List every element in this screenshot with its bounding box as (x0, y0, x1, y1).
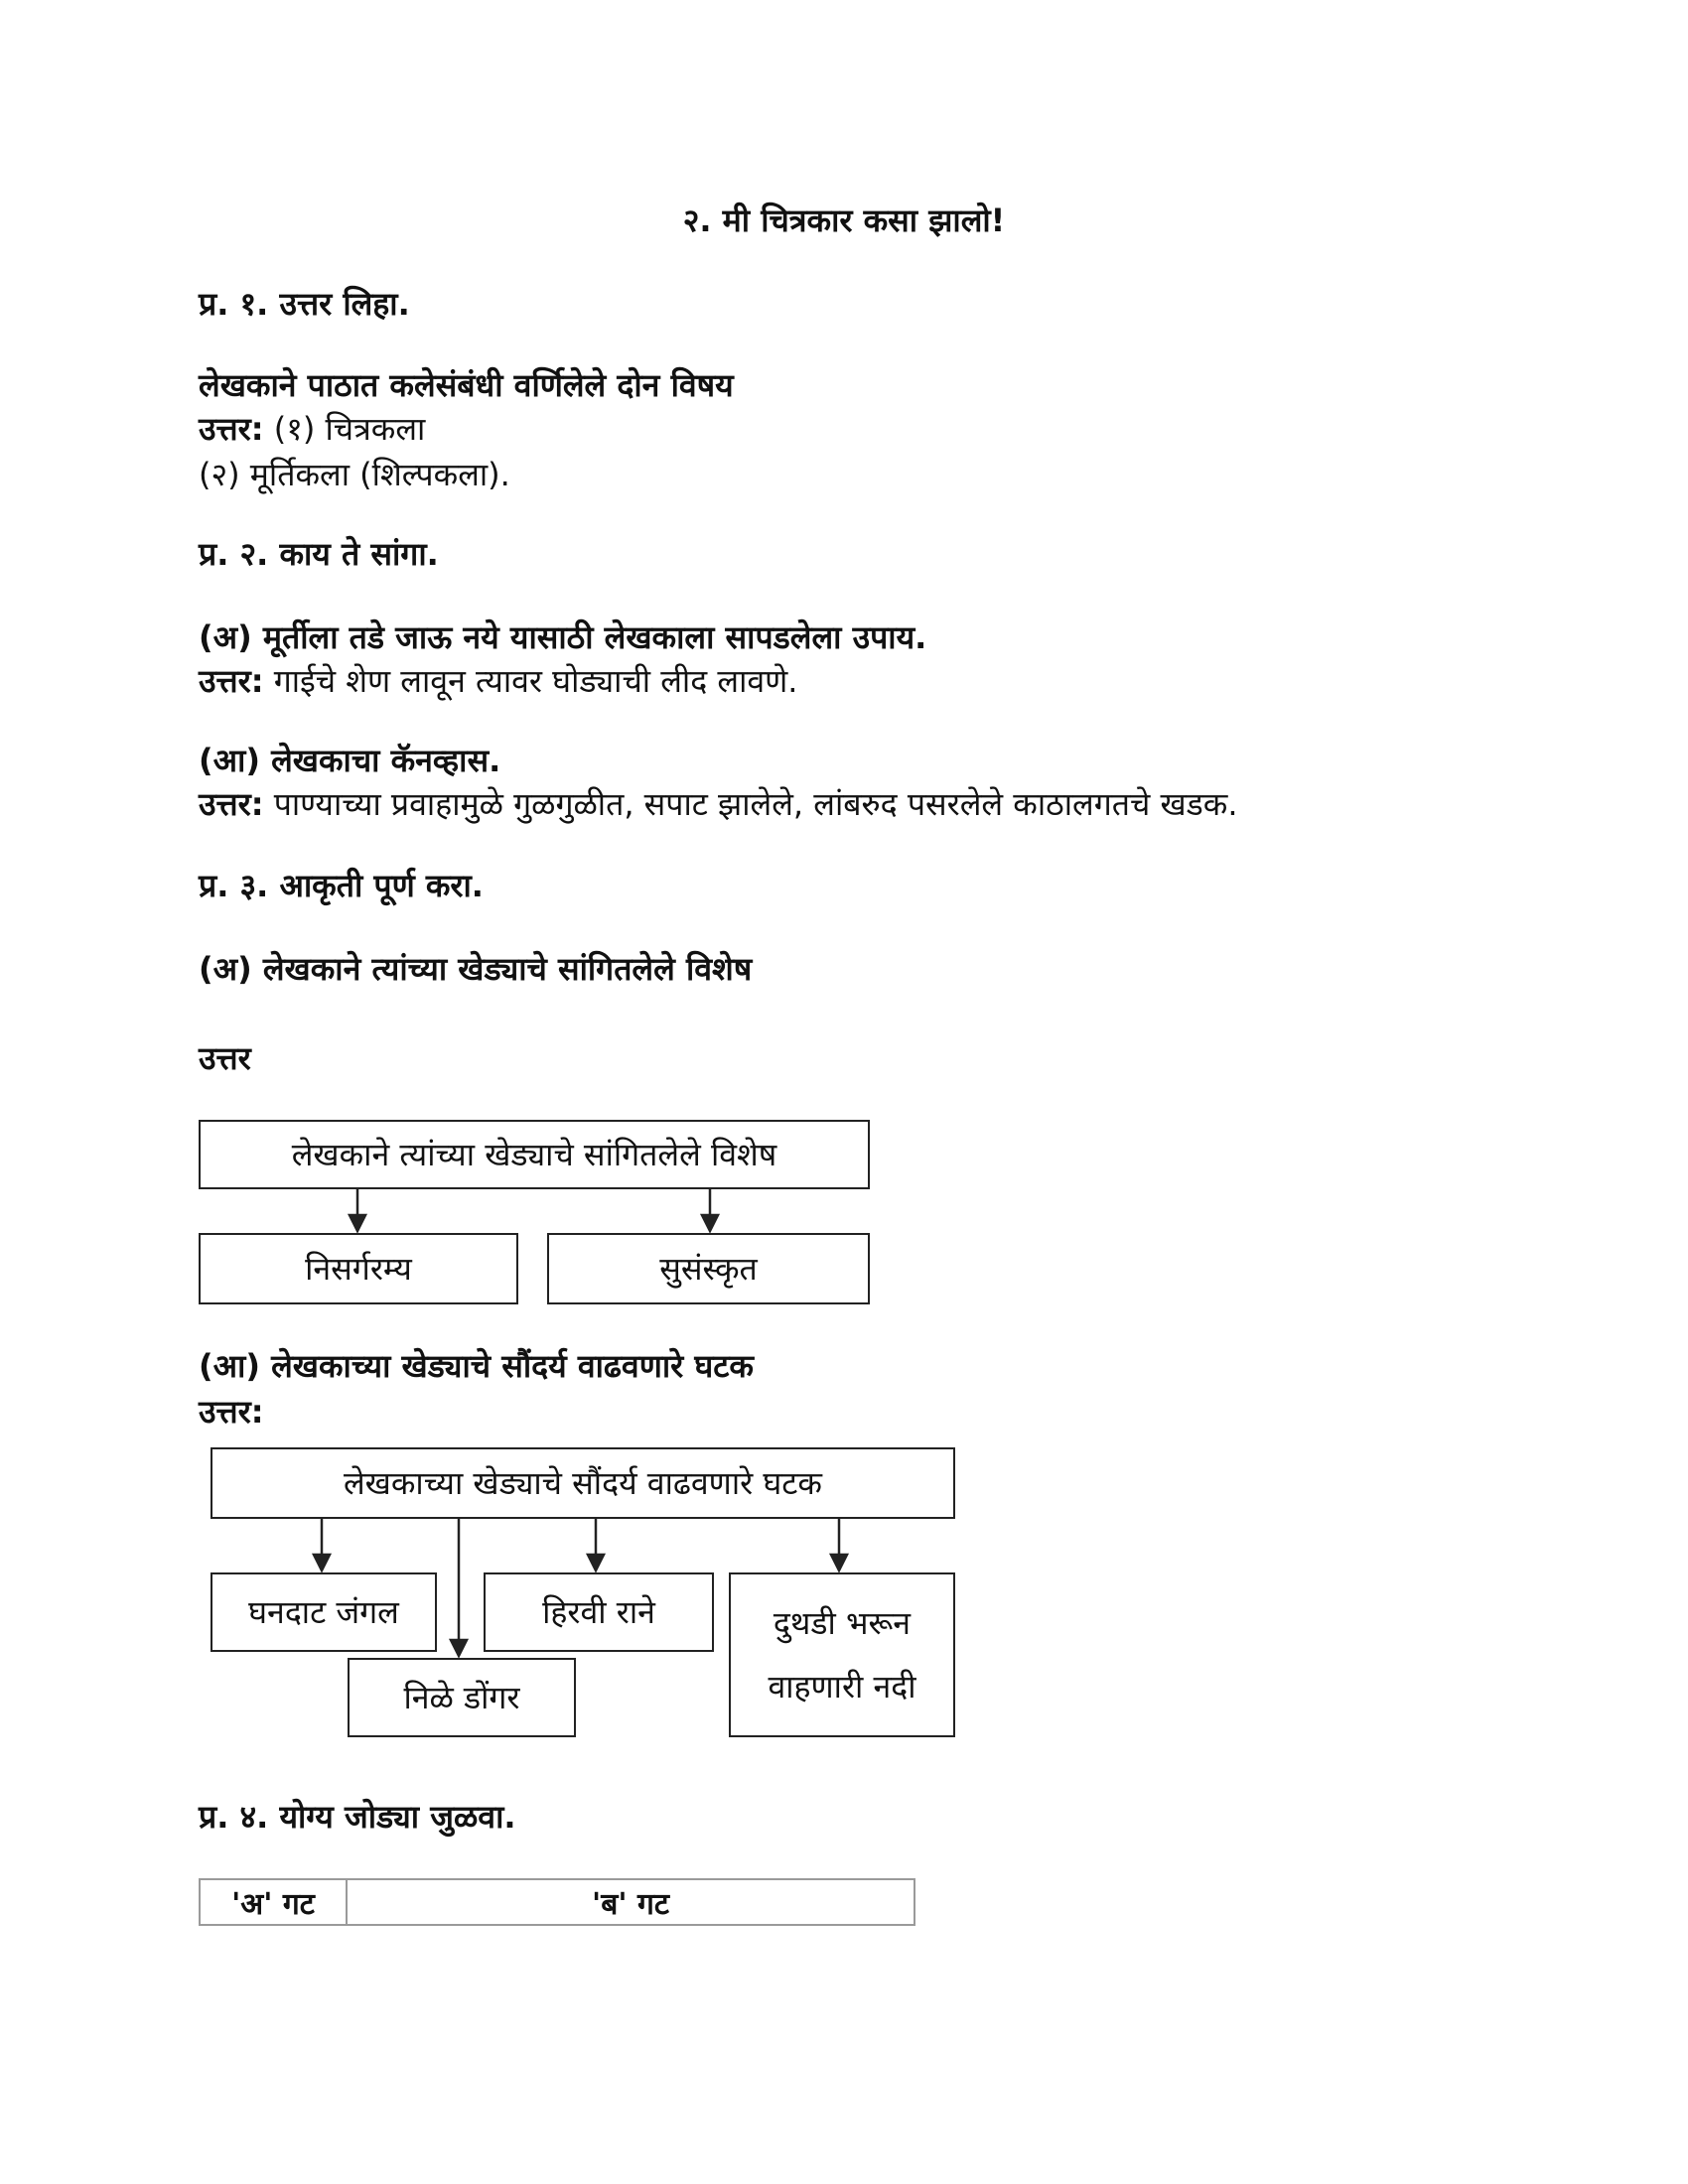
page-title: २. मी चित्रकार कसा झालो! (682, 202, 1006, 239)
answer-label: उत्तर: (199, 785, 264, 823)
q3-a-question: (अ) लेखकाने त्यांच्या खेड्याचे सांगितलेले विशेष (199, 950, 753, 988)
q1-question: लेखकाने पाठात कलेसंबंधी वर्णिलेले दोन विषय (199, 366, 734, 404)
answer-label: उत्तर: (199, 662, 264, 700)
answer-text: (१) चित्रकला (273, 410, 426, 448)
diagram-1-child-box: निसर्गरम्य (199, 1233, 518, 1304)
q2-a-question: (अ) मूर्तीला तडे जाऊ नये यासाठी लेखकाला सापडलेला उपाय. (199, 618, 927, 656)
q3-b-answer-label: उत्तर: (199, 1393, 264, 1431)
match-table (199, 1878, 915, 1926)
diagram-1-child-box: सुसंस्कृत (547, 1233, 870, 1304)
q2-heading: प्र. २. काय ते सांगा. (199, 535, 439, 573)
q3-b-question: (आ) लेखकाच्या खेड्याचे सौंदर्य वाढवणारे घटक (199, 1347, 754, 1385)
diagram-2-child-box: दुथडी भरून वाहणारी नदी (729, 1572, 955, 1737)
answer-text: गाईचे शेण लावून त्यावर घोड्याची लीद लावणे. (273, 662, 798, 700)
q1-heading: प्र. १. उत्तर लिहा. (199, 285, 410, 323)
q2-b-question: (आ) लेखकाचा कॅनव्हास. (199, 742, 501, 779)
match-table-header (200, 1879, 914, 1925)
q3-a-answer-label: उत्तर (199, 1039, 251, 1077)
q4-heading: प्र. ४. योग्य जोड्या जुळवा. (199, 1798, 516, 1836)
diagram-1-root-box: लेखकाने त्यांच्या खेड्याचे सांगितलेले विशेष (199, 1120, 870, 1189)
diagram-2-root-box: लेखकाच्या खेड्याचे सौंदर्य वाढवणारे घटक (211, 1447, 955, 1519)
column-a-header: 'अ' गट (200, 1879, 347, 1925)
column-b-header: 'ब' गट (347, 1879, 914, 1925)
q1-answer-line-2: (२) मूर्तिकला (शिल्पकला). (199, 456, 510, 493)
q3-heading: प्र. ३. आकृती पूर्ण करा. (199, 867, 484, 904)
answer-label: उत्तर: (199, 410, 264, 448)
answer-text: पाण्याच्या प्रवाहामुळे गुळगुळीत, सपाट झालेले, लांबरुद पसरलेले काठालगतचे खडक. (273, 785, 1238, 823)
diagram-2-child-box: निळे डोंगर (348, 1658, 576, 1737)
diagram-2-child-box: हिरवी राने (484, 1572, 714, 1652)
diagram-2-child-box: घनदाट जंगल (211, 1572, 437, 1652)
